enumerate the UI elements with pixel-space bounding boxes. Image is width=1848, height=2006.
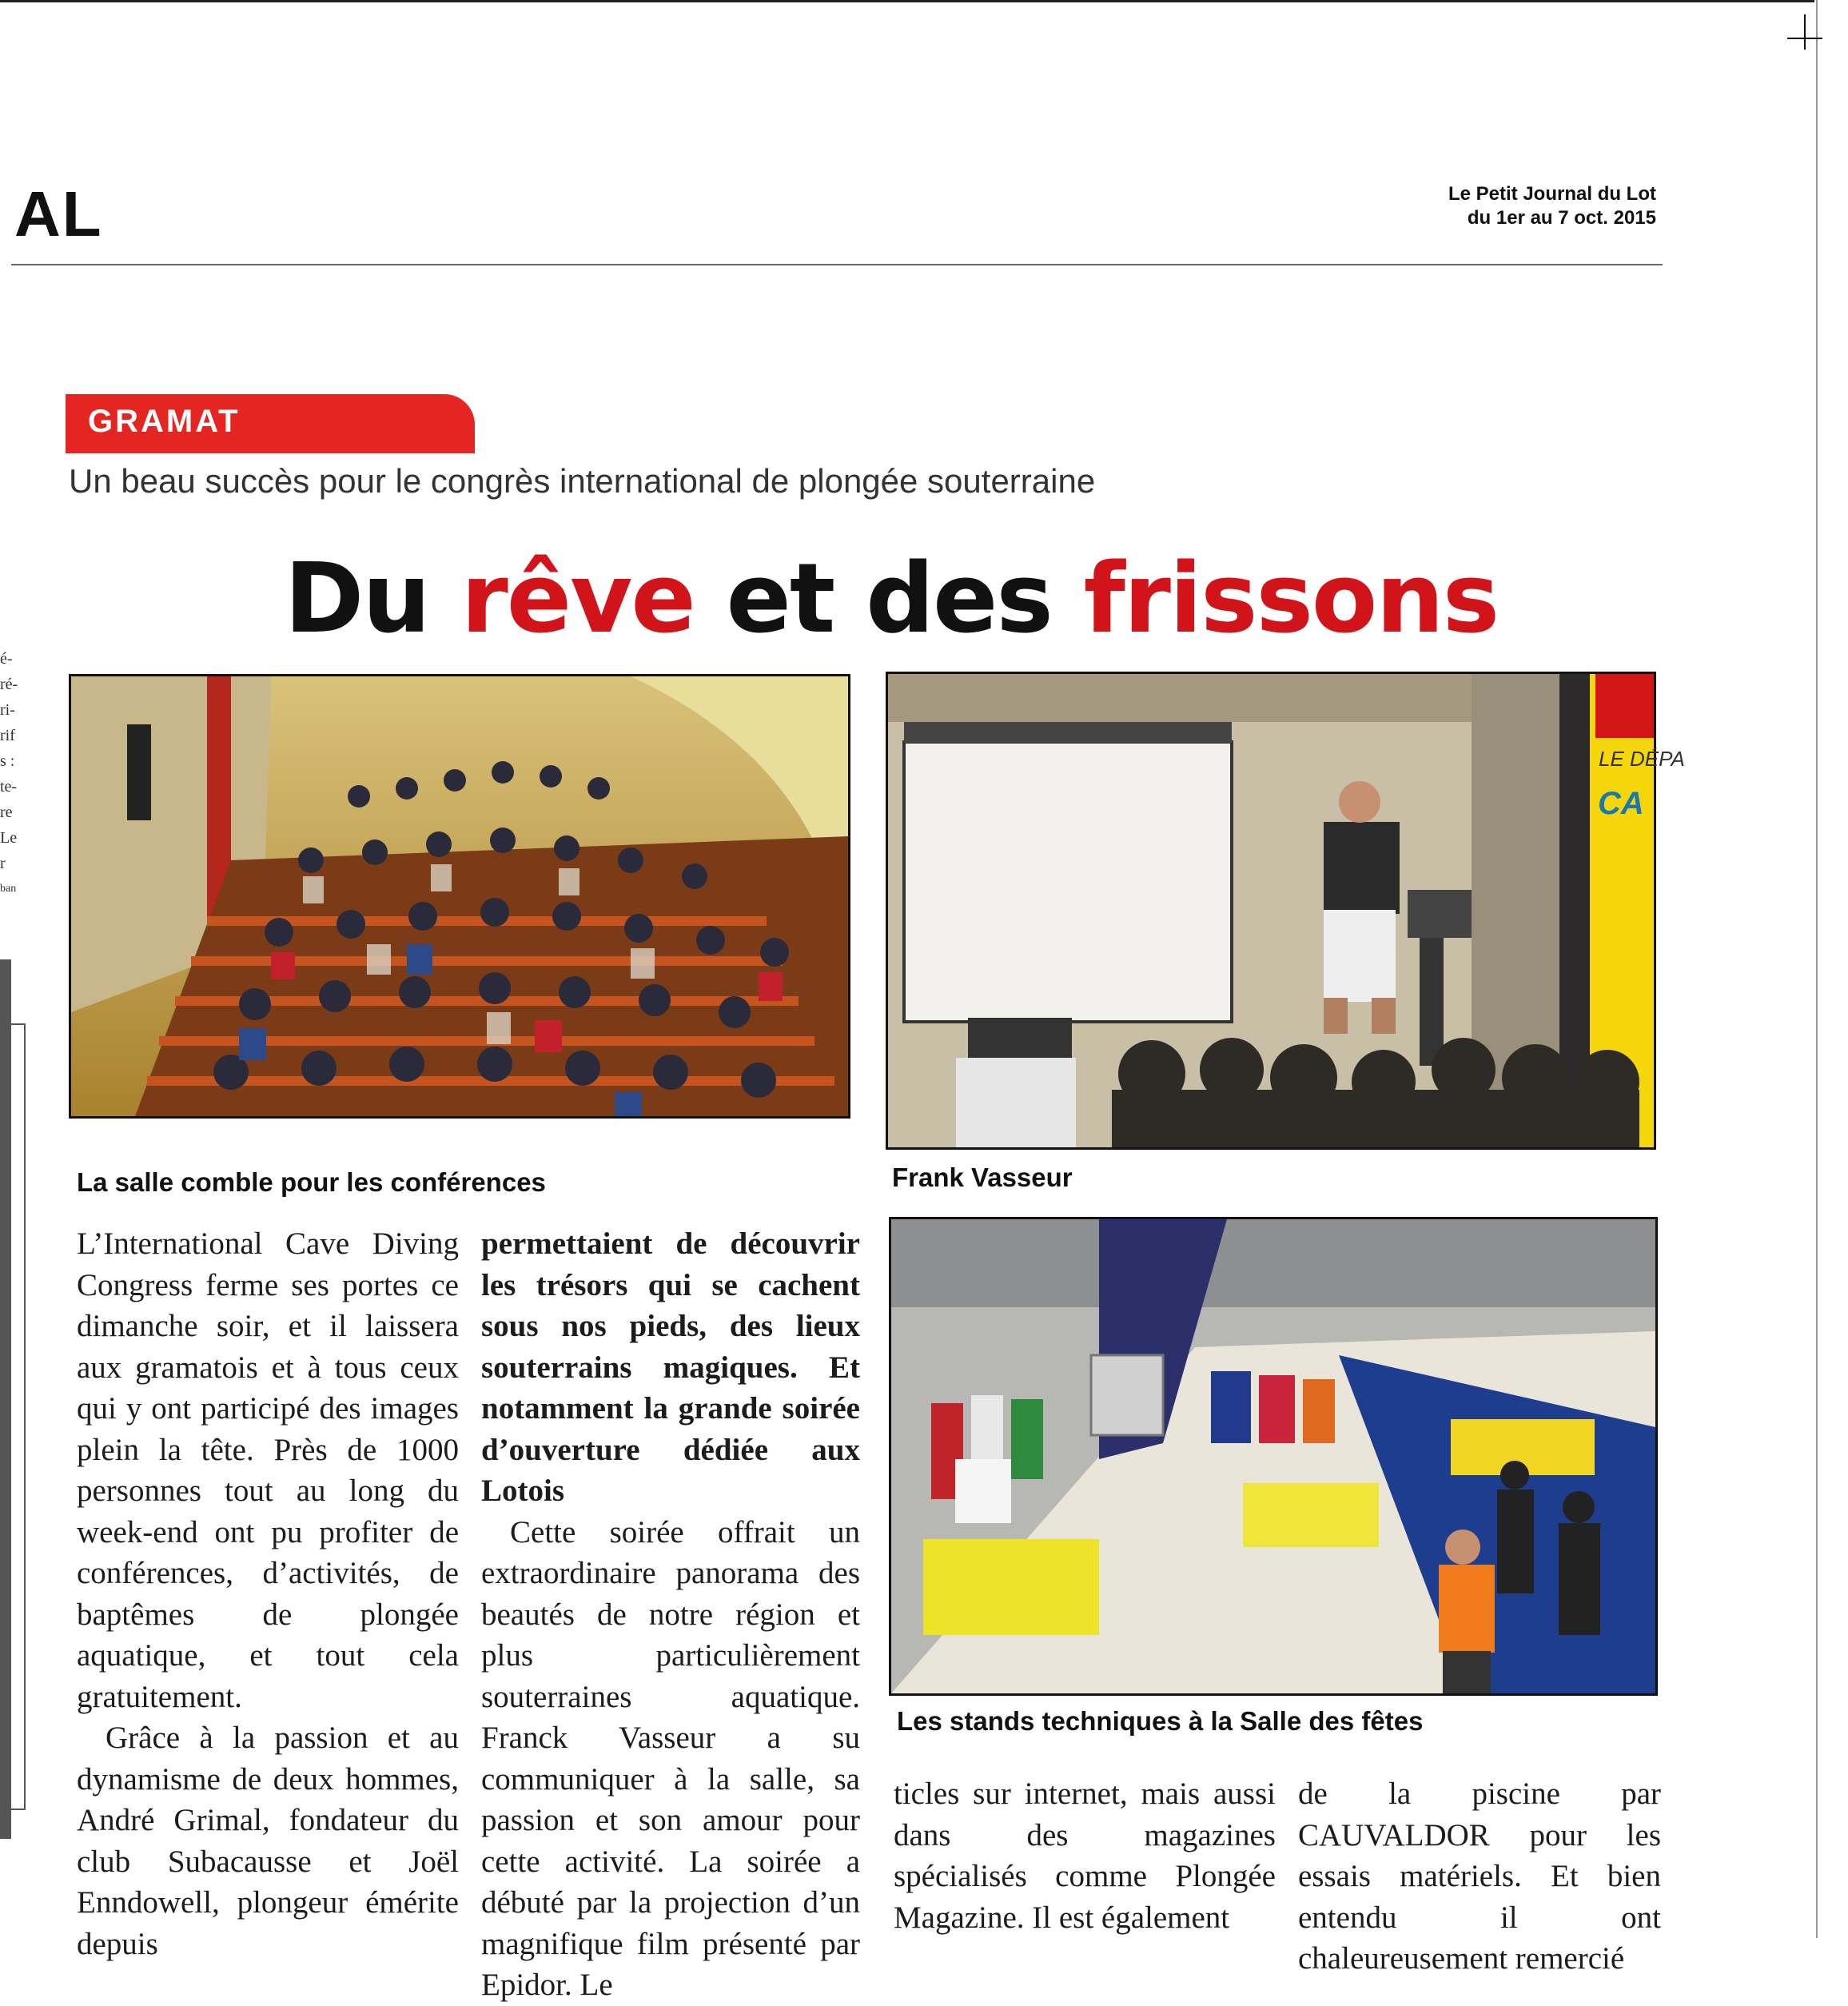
column-2-paragraph-2: Cette soirée offrait un extraordinaire panorama des beautés de notre région et plus particulièrement souterraines aquatique. Franck Vasseur a su communiquer à la salle, sa passion et son amour pour cette activité. La soirée a débuté par la projection d’un magnifique film présenté par Epidor. Le [481, 1514, 860, 2002]
stub-line: é- [0, 650, 13, 668]
stub-line: re [0, 804, 13, 821]
caption-photo-1: La salle comble pour les conférences [77, 1167, 546, 1197]
section-badge-label: GRAMAT [88, 404, 241, 439]
adjacent-column-box [0, 1023, 26, 1810]
sign-logo: CA [1598, 786, 1644, 821]
photo-conference-hall [69, 674, 850, 1119]
header-rule [11, 264, 1663, 265]
headline-red-word: frissons [1083, 544, 1499, 655]
kicker: Un beau succès pour le congrès international de plongée souterraine [69, 462, 1096, 500]
headline-part: et des [694, 544, 1084, 655]
stub-line: rif [0, 727, 15, 744]
headline-red-word: rêve [460, 544, 695, 655]
stub-line: s : [0, 752, 15, 770]
caption-photo-3: Les stands techniques à la Salle des fêtes [897, 1706, 1424, 1736]
stub-line: te- [0, 778, 18, 796]
column-1-paragraph-1: L’International Cave Diving Congress ferme ses portes ce dimanche soir, et il laissera aux gramatois et à tous ceux qui y ont participé des images plein la tête. Près de 1000 personnes tout au long du week-end ont pu profiter de conférences, d’activités, de baptêmes de plongée aquatique, et tout cela gratuitement. [77, 1226, 459, 1714]
column-4-paragraph: de la piscine par CAUVALDOR pour les essais matériels. Et bien entendu il ont chaleureusement remercié [1298, 1777, 1661, 1976]
stub-line: Le [0, 829, 18, 847]
photo-stands [889, 1217, 1658, 1696]
headline-part: Du [284, 544, 461, 655]
photo-speaker [886, 672, 1685, 1150]
speaker-image [888, 674, 1685, 1147]
stub-line: ré- [0, 676, 18, 693]
sign-text: LE DÉPA [1599, 747, 1685, 771]
stub-line: ban [0, 883, 17, 895]
article-column-1 [77, 1223, 459, 1961]
masthead [1351, 182, 1656, 230]
page-top-border [0, 0, 1814, 2]
section-tag: AL [14, 178, 103, 249]
stub-line: r [0, 855, 6, 872]
masthead-dates: du 1er au 7 oct. 2015 [1467, 207, 1656, 229]
column-1-paragraph-2: Grâce à la passion et au dynamisme de deux hommes, André Grimal, fondateur du club Subacausse et Joël Enndowell, plongeur émérite depuis [77, 1721, 459, 1961]
column-2-bold-paragraph: permettaient de découvrir les trésors qui se cachent sous nos pieds, des lieux souterrains magiques. Et notamment la grande soirée d’ouverture dédiée aux Lotois [481, 1226, 860, 1508]
column-3-paragraph: ticles sur internet, mais aussi dans des magazines spécialisés comme Plongée Magazine. Il est également [894, 1777, 1276, 1935]
article-column-2 [481, 1223, 860, 2002]
section-badge [66, 394, 475, 453]
adjacent-column-stub [0, 646, 29, 902]
stub-line: ri- [0, 701, 15, 719]
crop-mark-icon [1787, 14, 1822, 50]
masthead-paper: Le Petit Journal du Lot [1448, 183, 1656, 205]
article-column-4 [1298, 1773, 1661, 1976]
article-column-3 [894, 1773, 1276, 1933]
caption-photo-2: Frank Vasseur [892, 1163, 1073, 1192]
headline [0, 544, 1782, 655]
page-right-edge [1816, 0, 1818, 1938]
conference-hall-image [71, 676, 848, 1116]
stands-image [891, 1219, 1655, 1693]
